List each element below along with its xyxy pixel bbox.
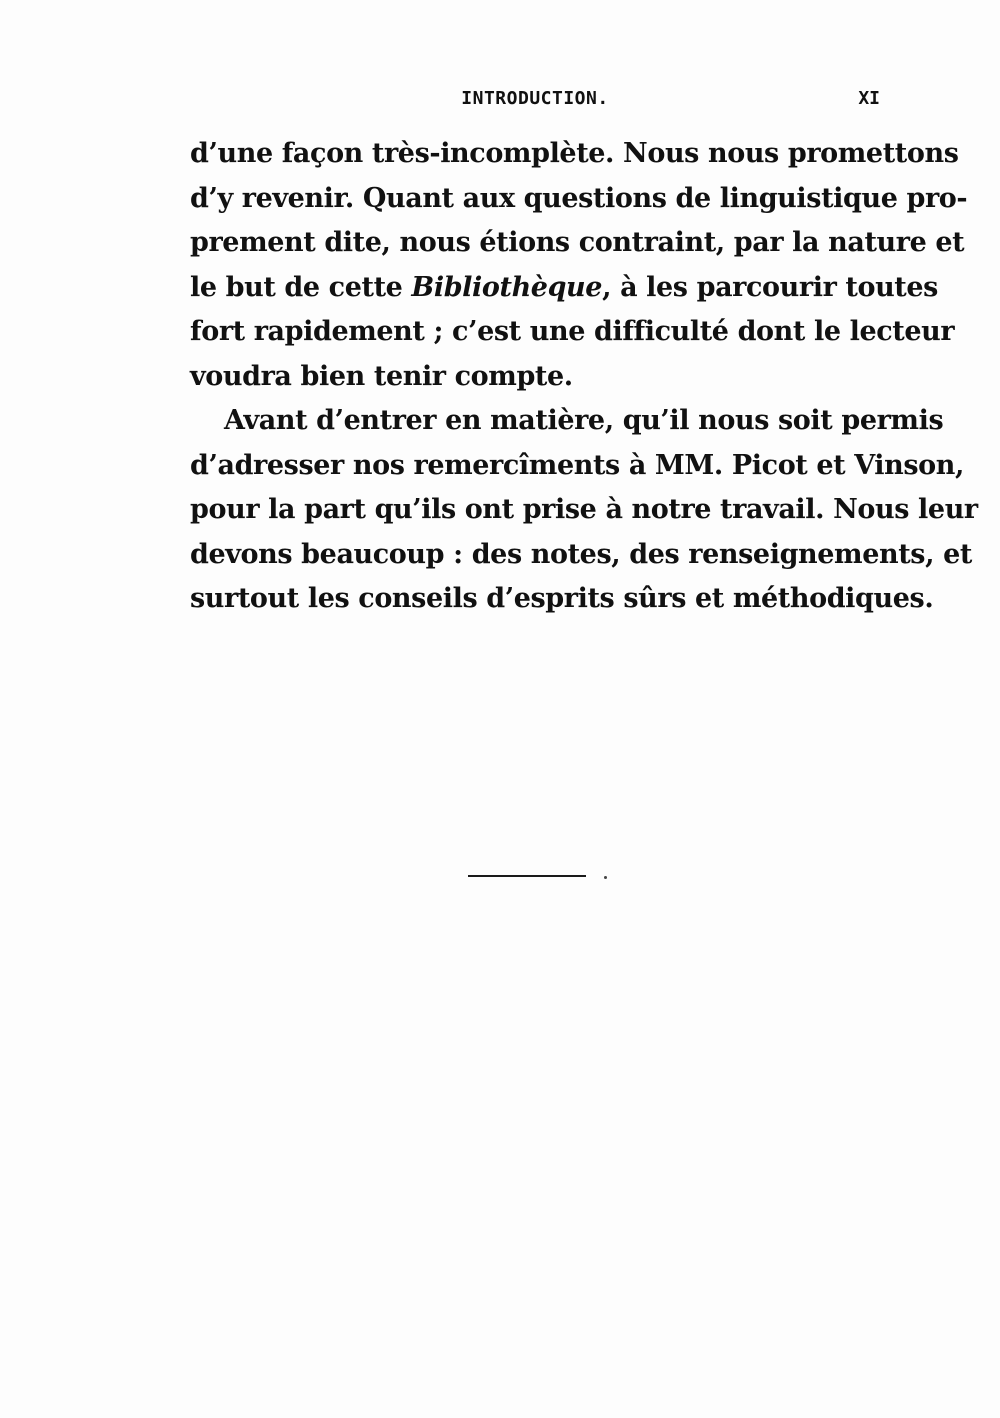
text-line: pour la part qu’ils ont prise à notre travail. Nous leur xyxy=(190,494,978,525)
end-rule xyxy=(468,875,586,877)
text-line xyxy=(190,266,938,311)
text-line: voudra bien tenir compte. xyxy=(190,360,573,392)
text-line: fort rapidement ; c’est une difficulté dont le lecteur xyxy=(190,316,955,347)
text-segment: le but de cette xyxy=(190,271,412,303)
text-line: d’adresser nos remercîments à MM. Picot et Vinson, xyxy=(190,449,965,481)
body-text xyxy=(190,132,978,622)
text-line: prement dite, nous étions contraint, par la nature et xyxy=(190,227,965,258)
text-line: d’une façon très-incomplète. Nous nous promettons xyxy=(190,138,959,169)
text-line: d’y revenir. Quant aux questions de linguistique pro- xyxy=(190,182,968,214)
text-line: surtout les conseils d’esprits sûrs et méthodiques. xyxy=(190,583,934,614)
paragraph-2 xyxy=(190,399,978,622)
running-head xyxy=(190,88,880,118)
italic-title: Bibliothèque xyxy=(411,271,603,303)
text-line: Avant d’entrer en matière, qu’il nous soit permis xyxy=(224,405,944,436)
paragraph-1 xyxy=(190,132,968,399)
end-rule-dot xyxy=(604,876,607,879)
page-number: XI xyxy=(858,88,880,109)
text-segment: , à les parcourir toutes xyxy=(602,271,938,303)
text-line: devons beaucoup : des notes, des renseignements, et xyxy=(190,538,972,570)
running-head-title: INTRODUCTION. xyxy=(461,88,609,109)
